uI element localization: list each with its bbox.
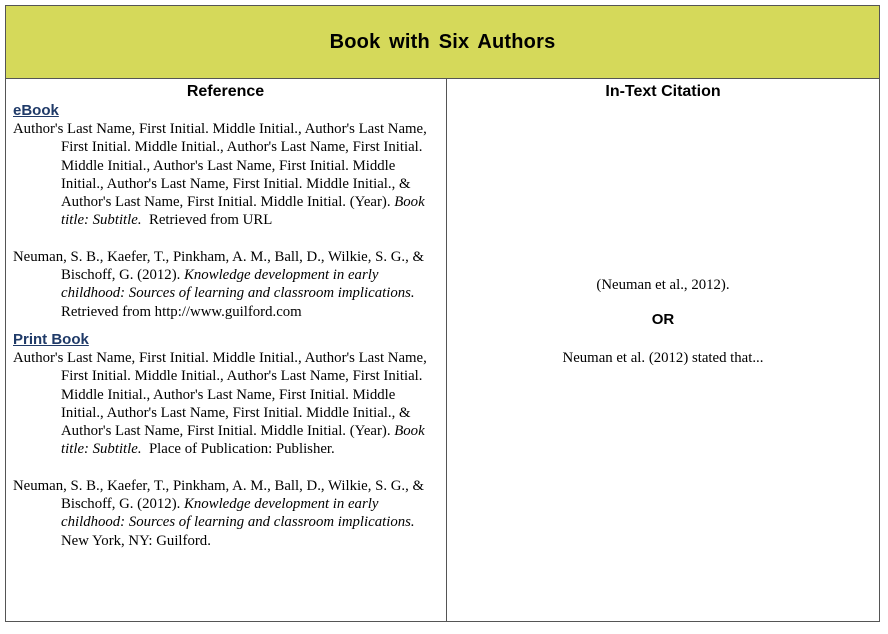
narrative-citation: Neuman et al. (2012) stated that... <box>562 350 764 366</box>
citation-column <box>447 82 879 367</box>
title-bar <box>6 6 879 79</box>
reference-column <box>6 82 446 550</box>
citation-table <box>5 5 880 622</box>
reference-header: Reference <box>186 83 265 100</box>
ebook-example-reference: Neuman, S. B., Kaefer, T., Pinkham, A. M., Ball, D., Wilkie, S. G., & Bischoff, G. (2012). Knowledge development in early childhood: Sources of learning and classroom implications. Retrieved from http://www.guilford.com <box>13 248 425 320</box>
ebook-heading: eBook <box>13 102 59 119</box>
print-book-heading: Print Book <box>13 330 89 348</box>
or-separator: OR <box>651 311 675 328</box>
page-title: Book with Six Authors <box>329 30 556 53</box>
parenthetical-citation: (Neuman et al., 2012). <box>596 277 730 293</box>
print-example-reference: Neuman, S. B., Kaefer, T., Pinkham, A. M., Ball, D., Wilkie, S. G., & Bischoff, G. (2012). Knowledge development in early childhood: Sources of learning and classroom implications. New York, NY: Guilford. <box>13 477 425 549</box>
citation-header: In-Text Citation <box>605 83 721 100</box>
print-template-reference: Author's Last Name, First Initial. Middle Initial., Author's Last Name, First Initial. Middle Initial., Author's Last Name, First Initial. Middle Initial., Author's Last Name, First Initial. Middle Initial., Author's Last Name, First Initial. Middle Initial., & Author's Last Name, First Initial. Middle Initial. (Year). Book title: Subtitle. Place of Publication: Publisher. <box>13 349 427 458</box>
ebook-template-reference: Author's Last Name, First Initial. Middle Initial., Author's Last Name, First Initial. Middle Initial., Author's Last Name, First Initial. Middle Initial., Author's Last Name, First Initial. Middle Initial., Author's Last Name, First Initial. Middle Initial., & Author's Last Name, First Initial. Middle Initial. (Year). Book title: Subtitle. Retrieved from URL <box>13 121 427 229</box>
